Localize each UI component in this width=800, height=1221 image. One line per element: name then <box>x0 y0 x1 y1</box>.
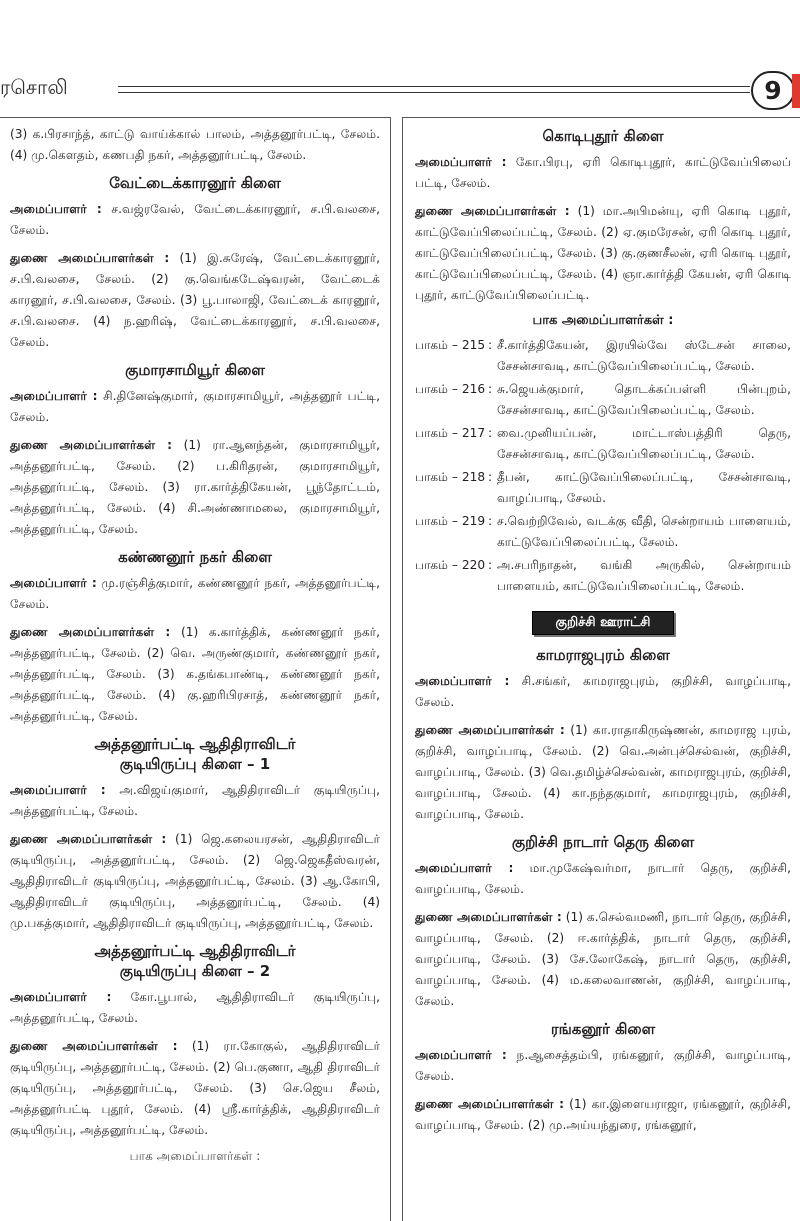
booth-organizer: வை.முனியப்பன், மாட்டாஸ்பத்திரி தெரு, சேசன்சாவடி, காட்டுவேப்பிலைப்பட்டி, சேலம். <box>497 426 791 461</box>
organizer-label: அமைப்பாளர் : <box>10 576 97 590</box>
deputy-label: துணை அமைப்பாளர்கள் : <box>10 832 167 846</box>
masthead-title: ரசொலி <box>0 75 68 99</box>
organizer-text: ந.ஆசைத்தம்பி, ரங்கனூர், குறிச்சி, வாழப்பாடி, சேலம். <box>415 1048 791 1083</box>
section-heading: குறிச்சி நாடார் தெரு கிளை <box>511 833 695 851</box>
organizer-text: சி.தினேஷ்குமார், குமாரசாமியூர், அத்தனூர் பட்டி, சேலம். <box>10 389 380 424</box>
left-column <box>0 117 391 1221</box>
booth-number: பாகம் – 216 <box>415 382 486 396</box>
organizer-label: அமைப்பாளர் : <box>415 674 510 688</box>
header-rule <box>118 86 750 87</box>
section-heading-line: அத்தனூர்பட்டி ஆதிதிராவிடர் <box>94 942 296 960</box>
section-heading-line: குடியிருப்பு கிளை – 1 <box>119 755 271 773</box>
booth-organizer: சீ.கார்த்திகேயன், இரயில்வே ஸ்டேசன் சாலை, சேசன்சாவடி, காட்டுவேப்பிலைப்பட்டி, சேலம். <box>497 338 791 373</box>
deputy-paragraph <box>10 435 380 540</box>
organizer-paragraph <box>415 1045 791 1087</box>
deputy-label: துணை அமைப்பாளர்கள் : <box>415 204 570 218</box>
organizer-label: அமைப்பாளர் : <box>415 1048 507 1062</box>
deputy-text: (1) ஜெ.கலையரசன், ஆதிதிராவிடர் குடியிருப்பு, அத்தனூர்பட்டி, சேலம். (2) ஜெ.ஜெகதீஸ்வரன், ஆதிதிராவிடர் குடியிருப்பு, அத்தனூர்பட்டி, சேலம். (3) ஆ.கோபி, ஆதிதிராவிடர் குடியிருப்பு, அத்தனூர்பட்டி, சேலம். (4) மு.பகத்குமார், ஆதிதிராவிடர் குடியிருப்பு, அத்தனூர்பட்டி, சேலம். <box>10 832 380 930</box>
section-heading: கண்ணனூர் நகர் கிளை <box>118 548 272 566</box>
organizer-text: அ.விஜய்குமார், ஆதிதிராவிடர் குடியிருப்பு, அத்தனூர்பட்டி, சேலம். <box>10 783 381 818</box>
booth-row: பாகம் – 220 : அ.சபரிநாதன், வங்கி அருகில், சென்றாயம் பாளையம், காட்டுவேப்பிலைப்பட்டி, சேலம். <box>415 555 791 597</box>
organizer-paragraph <box>10 780 380 822</box>
booth-number: பாகம் – 218 <box>415 470 486 484</box>
panchayat-banner: குறிச்சி ஊராட்சி <box>532 611 674 635</box>
deputy-label: துணை அமைப்பாளர்கள் : <box>10 438 172 452</box>
deputy-paragraph <box>415 720 791 825</box>
intro-paragraph: (3) க.பிரசாந்த், காட்டு வாய்க்கால் பாலம், அத்தனூர்பட்டி, சேலம். (4) மு.கௌதம், கணபதி நகர், அத்தனூர்பட்டி, சேலம். <box>10 127 380 162</box>
organizer-text: மா.முகேஷ்வர்மா, நாடார் தெரு, குறிச்சி, வாழப்பாடி, சேலம். <box>415 861 792 896</box>
section-heading <box>10 734 380 774</box>
deputy-text: (1) கா.இளையராஜா, ரங்கனூர், குறிச்சி, வாழப்பாடி, சேலம். (2) மு.அய்யந்துரை, ரங்கனூர், <box>415 1097 791 1132</box>
booth-number: பாகம் – 220 <box>415 558 486 572</box>
organizer-text: கோ.பிரபு, ஏரி கொடிபுதூர், காட்டுவேப்பிலைப் பட்டி, சேலம். <box>415 155 792 190</box>
deputy-text: (1) இ.சுரேஷ், வேட்டைக்காரனூர், ச.பி.வலசை, சேலம். (2) கு.வெங்கடேஷ்வரன், வேட்டைக் காரனூர், ச.பி.வலசை, சேலம். (3) பூ.பாலாஜி, வேட்டைக் காரனூர், ச.பி.வலசை. (4) ந.ஹரிஷ், வேட்டைக்காரனூர், ச.பி.வலசை, சேலம். <box>10 251 380 349</box>
section-heading-line: அத்தனூர்பட்டி ஆதிதிராவிடர் <box>94 735 296 753</box>
organizer-text: மு.ரஞ்சித்குமார், கண்ணனூர் நகர், அத்தனூர்பட்டி, சேலம். <box>10 576 380 611</box>
deputy-label: துணை அமைப்பாளர்கள் : <box>10 1039 178 1053</box>
deputy-label: துணை அமைப்பாளர்கள் : <box>415 723 565 737</box>
deputy-text: (1) கா.ராதாகிருஷ்ணன், காமராஜ புரம், குறிச்சி, வாழப்பாடி, சேலம். (2) வெ.அன்புச்செல்வன், குறிச்சி, வாழப்பாடி, சேலம். (3) வெ.தமிழ்ச்செல்வன், காமராஜபுரம், குறிச்சி, வாழப்பாடி, சேலம். (4) கா.நந்தகுமார், காமராஜபுரம், குறிச்சி, வாழப்பாடி, சேலம். <box>415 723 791 821</box>
page-number-badge: 9 <box>751 71 795 110</box>
organizer-text: ச.வஜ்ரவேல், வேட்டைக்காரனூர், ச.பி.வலசை, சேலம். <box>10 202 381 237</box>
section-heading: காமராஜபுரம் கிளை <box>536 646 670 664</box>
booth-row: பாகம் – 217 : வை.முனியப்பன், மாட்டாஸ்பத்திரி தெரு, சேசன்சாவடி, காட்டுவேப்பிலைப்பட்டி, சேலம். <box>415 423 791 465</box>
organizer-paragraph <box>415 858 791 900</box>
booth-organizers-heading: பாக அமைப்பாளர்கள் : <box>532 313 674 328</box>
section-heading: கொடிபுதூர் கிளை <box>542 127 664 145</box>
booth-organizer: ச.வெற்றிவேல், வடக்கு வீதி, சென்றாயம் பாளையம், காட்டுவேப்பிலைப்பட்டி, சேலம். <box>497 514 791 549</box>
header-rule <box>118 92 750 93</box>
organizer-paragraph <box>10 199 380 241</box>
section-heading <box>10 941 380 981</box>
booth-organizer: சு.ஜெயக்குமார், தொடக்கப்பள்ளி பின்புறம், சேசன்சாவடி, காட்டுவேப்பிலைப்பட்டி, சேலம். <box>497 382 791 417</box>
section-heading: குமாரசாமியூர் கிளை <box>125 361 265 379</box>
deputy-paragraph <box>415 1094 791 1136</box>
accent-bar <box>792 74 800 108</box>
organizer-label: அமைப்பாளர் : <box>10 389 98 403</box>
organizer-label: அமைப்பாளர் : <box>415 155 507 169</box>
deputy-paragraph <box>10 248 380 353</box>
deputy-paragraph <box>10 622 380 727</box>
organizer-paragraph <box>10 386 380 428</box>
booth-organizer: அ.சபரிநாதன், வங்கி அருகில், சென்றாயம் பாளையம், காட்டுவேப்பிலைப்பட்டி, சேலம். <box>497 558 791 593</box>
deputy-label: துணை அமைப்பாளர்கள் : <box>10 625 171 639</box>
page-header <box>0 72 800 110</box>
deputy-label: துணை அமைப்பாளர்கள் : <box>415 1097 565 1111</box>
deputy-paragraph <box>415 907 791 1012</box>
booth-number: பாகம் – 219 <box>415 514 486 528</box>
deputy-text: (1) க.கார்த்திக், கண்ணனூர் நகர், அத்தனூர்பட்டி, சேலம். (2) வெ. அருண்குமார், கண்ணனூர் நகர், அத்தனூர்பட்டி, சேலம். (3) க.தங்கபாண்டி, கண்ணனூர் நகர், அத்தனூர்பட்டி, சேலம். (4) கு.ஹரிபிரசாத், கண்ணனூர் நகர், அத்தனூர்பட்டி, சேலம். <box>10 625 380 723</box>
booth-row: பாகம் – 218 : தீபன், காட்டுவேப்பிலைப்பட்டி, சேசன்சாவடி, வாழப்பாடி, சேலம். <box>415 467 791 509</box>
deputy-paragraph <box>10 829 380 934</box>
deputy-text: (1) மா.அபிமன்யு, ஏரி கொடி புதூர், காட்டுவேப்பிலைப்பட்டி, சேலம். (2) ஏ.குமரேசன், ஏரி கொடி புதூர், காட்டுவேப்பிலைப்பட்டி, சேலம். (3) கு.குணசீலன், ஏரி கொடி புதூர், காட்டுவேப்பிலைப்பட்டி, சேலம். (4) ஞா.கார்த்தி கேயன், ஏரி கொடி புதூர், காட்டுவேப்பிலைப்பட்டி. <box>415 204 791 302</box>
section-heading: ரங்கனூர் கிளை <box>550 1020 656 1038</box>
booth-organizer: தீபன், காட்டுவேப்பிலைப்பட்டி, சேசன்சாவடி, வாழப்பாடி, சேலம். <box>497 470 791 505</box>
organizer-label: அமைப்பாளர் : <box>10 202 102 216</box>
organizer-paragraph <box>415 152 791 194</box>
cutoff-heading: பாக அமைப்பாளர்கள் : <box>129 1149 261 1163</box>
organizer-text: கோ.பூபால், ஆதிதிராவிடர் குடியிருப்பு, அத்தனூர்பட்டி, சேலம். <box>10 990 380 1025</box>
booth-number: பாகம் – 217 <box>415 426 486 440</box>
organizer-label: அமைப்பாளர் : <box>10 783 106 797</box>
organizer-paragraph <box>10 573 380 615</box>
booth-row: பாகம் – 215 : சீ.கார்த்திகேயன், இரயில்வே ஸ்டேசன் சாலை, சேசன்சாவடி, காட்டுவேப்பிலைப்பட்டி, சேலம். <box>415 335 791 377</box>
deputy-paragraph <box>415 201 791 306</box>
organizer-paragraph <box>10 987 380 1029</box>
organizer-label: அமைப்பாளர் : <box>415 861 514 875</box>
section-heading-line: குடியிருப்பு கிளை – 2 <box>119 962 271 980</box>
deputy-text: (1) ரா.கோகுல், ஆதிதிராவிடர் குடியிருப்பு, அத்தனூர்பட்டி, சேலம். (2) பெ.குணா, ஆதி திராவிடர் குடியிருப்பு, அத்தனூர்பட்டி, சேலம். (3) செ.ஜெய சீலம், அத்தனூர்பட்டி புதூர், சேலம். (4) ஸ்ரீ.கார்த்திக், ஆதிதிராவிடர் குடியிருப்பு, அத்தனூர்பட்டி, சேலம். <box>10 1039 380 1137</box>
deputy-paragraph <box>10 1036 380 1141</box>
right-column <box>402 117 800 1221</box>
organizer-paragraph <box>415 671 791 713</box>
organizer-label: அமைப்பாளர் : <box>10 990 112 1004</box>
deputy-text: (1) ரா.ஆனந்தன், குமாரசாமியூர், அத்தனூர்பட்டி, சேலம். (2) ப.கிரிதரன், குமாரசாமியூர், அத்தனூர்பட்டி, சேலம். (3) ரா.கார்த்திகேயன், பூந்தோட்டம், அத்தனூர்பட்டி, சேலம். (4) சி.அண்ணாமலை, குமாரசாமியூர், அத்தனூர்பட்டி, சேலம். <box>10 438 380 536</box>
deputy-text: (1) க.செல்வமணி, நாடார் தெரு, குறிச்சி, வாழப்பாடி, சேலம். (2) ஈ.கார்த்திக், நாடார் தெரு, குறிச்சி, வாழப்பாடி, சேலம். (3) சே.லோகேஷ், நாடார் தெரு, குறிச்சி, வாழப்பாடி, சேலம். (4) ம.கலைவாணன், குறிச்சி, வாழப்பாடி, சேலம். <box>415 910 791 1008</box>
booth-row: பாகம் – 216 : சு.ஜெயக்குமார், தொடக்கப்பள்ளி பின்புறம், சேசன்சாவடி, காட்டுவேப்பிலைப்பட்டி, சேலம். <box>415 379 791 421</box>
section-heading: வேட்டைக்காரனூர் கிளை <box>109 174 281 192</box>
booth-row: பாகம் – 219 : ச.வெற்றிவேல், வடக்கு வீதி, சென்றாயம் பாளையம், காட்டுவேப்பிலைப்பட்டி, சேலம். <box>415 511 791 553</box>
deputy-label: துணை அமைப்பாளர்கள் : <box>415 910 562 924</box>
deputy-label: துணை அமைப்பாளர்கள் : <box>10 251 170 265</box>
organizer-text: சி.சங்கர், காமராஜபுரம், குறிச்சி, வாழப்பாடி, சேலம். <box>415 674 791 709</box>
booth-list <box>415 335 791 597</box>
booth-number: பாகம் – 215 <box>415 338 486 352</box>
